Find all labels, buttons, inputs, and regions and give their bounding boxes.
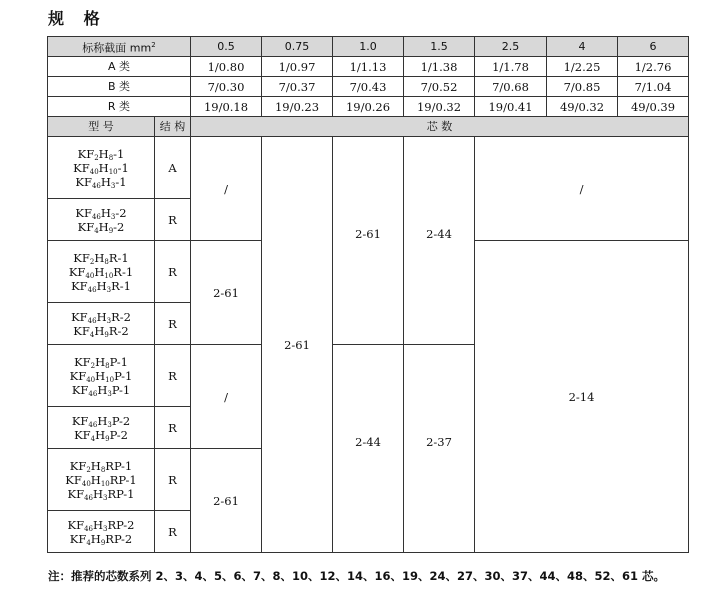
structure-cell: R (155, 511, 191, 553)
spec-cell: 19/0.26 (333, 97, 404, 117)
model-cell: $KF_2H_8-1$ $KF_{40}H_{10}-1$ $KF_{46}H_3-1$ (48, 137, 155, 199)
size-header: 0.5 (191, 37, 262, 57)
size-header: 1.5 (404, 37, 475, 57)
class-label: A 类 (48, 57, 191, 77)
spec-cell: 19/0.18 (191, 97, 262, 117)
spec-cell: 19/0.32 (404, 97, 475, 117)
spec-cell: 7/0.37 (262, 77, 333, 97)
spec-cell: 19/0.23 (262, 97, 333, 117)
size-header: 2.5 (475, 37, 547, 57)
model-cell: $KF_{46}H_3P-2$ $KF_4H_9P-2$ (48, 407, 155, 449)
model-cell: $KF_{46}H_3R-2$ $KF_4H_9R-2$ (48, 303, 155, 345)
spec-cell: 7/0.43 (333, 77, 404, 97)
spec-cell: 49/0.32 (547, 97, 618, 117)
spec-cell: 1/1.13 (333, 57, 404, 77)
table-row (48, 137, 689, 199)
footnote: 注：推荐的芯数系列 2、3、4、5、6、7、8、10、12、14、16、19、24、27、30、37、44、48、52、61 芯。 (48, 569, 666, 583)
structure-cell: R (155, 449, 191, 511)
structure-cell: R (155, 407, 191, 449)
spec-row-b (48, 77, 689, 97)
structure-cell: R (155, 345, 191, 407)
cores-cell: 2-61 (333, 137, 404, 345)
structure-cell: R (155, 241, 191, 303)
model-column-header: 型 号 (48, 117, 155, 137)
spec-row-r (48, 97, 689, 117)
spec-cell: 7/0.85 (547, 77, 618, 97)
spec-row-a (48, 57, 689, 77)
spec-cell: 49/0.39 (618, 97, 689, 117)
cores-cell: 2-61 (262, 137, 333, 553)
cores-cell: 2-44 (333, 345, 404, 553)
spec-cell: 7/0.68 (475, 77, 547, 97)
cores-column-header: 芯 数 (191, 117, 689, 137)
main-header-row (48, 117, 689, 137)
size-header: 1.0 (333, 37, 404, 57)
cores-cell: 2-44 (404, 137, 475, 345)
size-header: 6 (618, 37, 689, 57)
spec-cell: 7/0.52 (404, 77, 475, 97)
spec-cell: 1/1.38 (404, 57, 475, 77)
class-label: B 类 (48, 77, 191, 97)
spec-cell: 7/0.30 (191, 77, 262, 97)
spec-cell: 1/2.25 (547, 57, 618, 77)
cores-cell: / (191, 137, 262, 241)
cores-cell: 2-14 (475, 241, 689, 553)
structure-cell: A (155, 137, 191, 199)
model-cell: $KF_{46}H_3RP-2$ $KF_4H_9RP-2$ (48, 511, 155, 553)
cores-cell: 2-37 (404, 345, 475, 553)
spec-cell: 1/0.97 (262, 57, 333, 77)
size-header: 4 (547, 37, 618, 57)
spec-cell: 1/0.80 (191, 57, 262, 77)
nominal-section-header: 标称截面 $mm^2$ (48, 37, 191, 57)
model-cell: $KF_2H_8P-1$ $KF_{40}H_{10}P-1$ $KF_{46}H_3P-1$ (48, 345, 155, 407)
spec-cell: 1/1.78 (475, 57, 547, 77)
size-header: 0.75 (262, 37, 333, 57)
section-title: 规 格 (48, 9, 107, 28)
structure-cell: R (155, 199, 191, 241)
structure-cell: R (155, 303, 191, 345)
size-header-row (48, 37, 689, 57)
cores-cell: 2-61 (191, 449, 262, 553)
cores-cell: / (191, 345, 262, 449)
cores-cell: / (475, 137, 689, 241)
model-cell: $KF_2H_8R-1$ $KF_{40}H_{10}R-1$ $KF_{46}H_3R-1$ (48, 241, 155, 303)
model-cell: $KF_2H_8RP-1$ $KF_{40}H_{10}RP-1$ $KF_{46}H_3RP-1$ (48, 449, 155, 511)
structure-column-header: 结 构 (155, 117, 191, 137)
spec-cell: 1/2.76 (618, 57, 689, 77)
spec-cell: 7/1.04 (618, 77, 689, 97)
model-cell: $KF_{46}H_3-2$ $KF_4H_9-2$ (48, 199, 155, 241)
class-label: R 类 (48, 97, 191, 117)
spec-cell: 19/0.41 (475, 97, 547, 117)
cores-cell: 2-61 (191, 241, 262, 345)
spec-table (47, 36, 689, 553)
